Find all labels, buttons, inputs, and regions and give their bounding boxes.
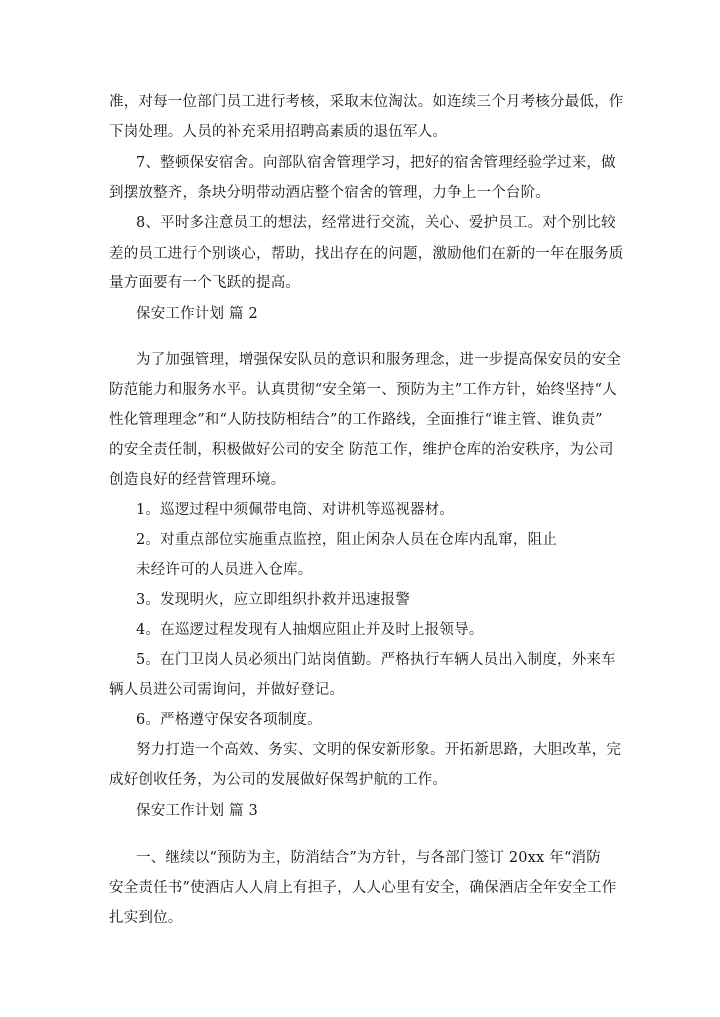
text-line: 8、平时多注意员工的想法，经常进行交流，关心、爱护员工。对个别比较 — [136, 215, 616, 231]
text-line: 7、整顿保安宿舍。向部队宿舍管理学习，把好的宿舍管理经验学过来，做 — [136, 155, 616, 171]
text-line: 创造良好的经营管理环境。 — [109, 472, 286, 488]
text-line: 一、继续以“预防为主，防消结合”为方针，与各部门签订 20xx 年“消防 — [136, 850, 601, 866]
text-line: 准，对每一位部门员工进行考核，采取末位淘汰。如连续三个月考核分最低，作 — [109, 94, 624, 110]
text-line: 量方面要有一个飞跃的提高。 — [109, 275, 301, 291]
list-item: 3。发现明火，应立即组织扑救并迅速报警 — [136, 592, 411, 608]
list-item: 4。在巡逻过程发现有人抽烟应阻止并及时上报领导。 — [136, 622, 484, 638]
text-line: 扎实到位。 — [109, 910, 183, 926]
section-heading: 保安工作计划 篇 3 — [136, 803, 258, 819]
list-item: 2。对重点部位实施重点监控，阻止闲杂人员在仓库内乱窜，阻止 — [136, 532, 558, 548]
text-line: 性化管理理念”和“人防技防相结合”的工作路线，全面推行“谁主管、谁负责” — [109, 412, 603, 428]
section-heading: 保安工作计划 篇 2 — [136, 306, 258, 322]
list-item: 5。在门卫岗人员必须出门站岗值勤。严格执行车辆人员出入制度，外来车 — [136, 652, 616, 668]
text-line: 为了加强管理，增强保安队员的意识和服务理念，进一步提高保安员的安全 — [136, 352, 622, 368]
text-line: 安全责任书”使酒店人人肩上有担子，人人心里有安全，确保酒店全年安全工作 — [109, 880, 617, 896]
list-item: 6。严格遵守保安各项制度。 — [136, 712, 322, 728]
text-line: 的安全责任制，积极做好公司的安全 防范工作，维护仓库的治安秩序，为公司 — [109, 442, 614, 458]
text-line: 下岗处理。人员的补充采用招聘高素质的退伍军人。 — [109, 124, 448, 140]
text-line: 防范能力和服务水平。认真贯彻“安全第一、预防为主”工作方针，始终坚持“人 — [109, 382, 617, 398]
text-line: 努力打造一个高效、务实、文明的保安新形象。开拓新思路，大胆改革，完 — [136, 742, 622, 758]
text-line: 成好创收任务，为公司的发展做好保驾护航的工作。 — [109, 772, 448, 788]
text-line: 差的员工进行个别谈心，帮助，找出存在的问题，激励他们在新的一年在服务质 — [109, 246, 624, 262]
text-line: 到摆放整齐，条块分明带动酒店整个宿舍的管理，力争上一个台阶。 — [109, 185, 550, 201]
text-line: 未经许可的人员进入仓库。 — [136, 562, 313, 578]
list-item: 1。巡逻过程中须佩带电筒、对讲机等巡视器材。 — [136, 502, 455, 518]
text-line: 辆人员进公司需询问，并做好登记。 — [109, 682, 345, 698]
